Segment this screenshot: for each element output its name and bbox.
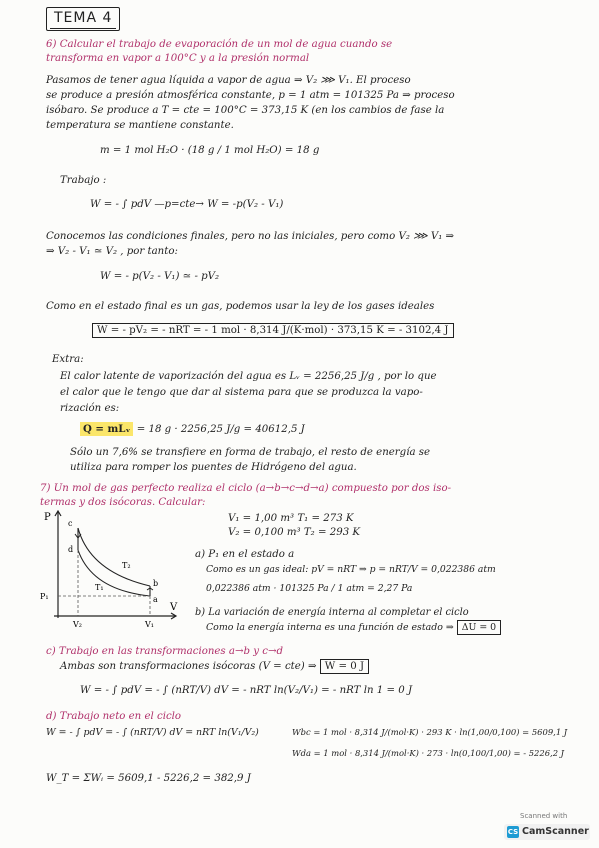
- work-equation: W = - ∫ pdV —p=cte→ W = -p(V₂ - V₁): [90, 199, 284, 210]
- ideal-gas-equation: Como es un gas ideal: pV = nRT ⇒ p = nRT/V = 0,022386 atm: [206, 564, 496, 575]
- work-approx-equation: W = - p(V₂ - V₁) ≃ - pV₂: [100, 271, 220, 282]
- highlighted-formula: Q = mLᵥ: [80, 422, 133, 436]
- question-b: b) La variación de energía interna al completar el ciclo: [195, 607, 469, 618]
- p-axis-label: P: [44, 512, 51, 523]
- question-d: d) Trabajo neto en el ciclo: [46, 711, 182, 722]
- camscanner-logo: [504, 824, 590, 840]
- text-line: temperatura se mantiene constante.: [46, 120, 234, 131]
- text-line: rización es:: [60, 403, 120, 414]
- p1-result: 0,022386 atm · 101325 Pa / 1 atm = 2,27 Pa: [206, 583, 413, 594]
- question-c: c) Trabajo en las transformaciones a→b y c→d: [46, 646, 284, 657]
- scanned-with-text: Scanned with: [520, 812, 568, 820]
- point-b-label: b: [153, 579, 159, 588]
- isochoric-work-equation: W = - ∫ pdV = - ∫ (nRT/V) dV = - nRT ln(V₂/V₁) = - nRT ln 1 = 0 J: [80, 685, 413, 696]
- work-result-box: W = - pV₂ = - nRT = - 1 mol · 8,314 J/(K·mol) · 373,15 K = - 3102,4 J: [92, 323, 454, 338]
- text-line: Como en el estado final es un gas, podemos usar la ley de los gases ideales: [46, 301, 435, 312]
- v-axis-label: V: [170, 602, 178, 613]
- v2-label: V₂: [73, 620, 82, 629]
- mass-equation: m = 1 mol H₂O · (18 g / 1 mol H₂O) = 18 g: [100, 145, 320, 156]
- camscanner-icon: CS: [507, 828, 519, 836]
- work-heading: Trabajo :: [60, 175, 107, 186]
- problem-6-statement: 6) Calcular el trabajo de evaporación de un mol de agua cuando se: [46, 39, 393, 50]
- question-a: a) P₁ en el estado a: [195, 549, 295, 560]
- t2-label: T₂: [122, 561, 131, 570]
- text-line: Conocemos las condiciones finales, pero no las iniciales, pero como V₂ ⋙ V₁ ⇒: [46, 231, 455, 242]
- extra-heading: Extra:: [52, 354, 84, 365]
- wbc-equation: Wbc = 1 mol · 8,314 J/(mol·K) · 293 K · ln(1,00/0,100) = 5609,1 J: [292, 727, 568, 737]
- problem-6-statement-cont: transforma en vapor a 100°C y a la presión normal: [46, 53, 310, 64]
- state-function-line: Como la energía interna es una función de estado ⇒ ΔU = 0: [206, 621, 501, 634]
- wda-equation: Wda = 1 mol · 8,314 J/(mol·K) · 273 · ln(0,100/1,00) = - 5226,2 J: [292, 748, 565, 758]
- total-work-equation: W_T = ΣWᵢ = 5609,1 - 5226,2 = 382,9 J: [46, 773, 251, 784]
- problem-7-statement-cont: termas y dos isócoras. Calcular:: [40, 497, 206, 508]
- text-line: Sólo un 7,6% se transfiere en forma de trabajo, el resto de energía se: [70, 447, 431, 458]
- data-line-2: V₂ = 0,100 m³ T₂ = 293 K: [228, 527, 361, 538]
- point-a-label: a: [153, 595, 158, 604]
- t1-label: T₁: [95, 583, 104, 592]
- isotherm-work-equation: W = - ∫ pdV = - ∫ (nRT/V) dV = nRT ln(V₁/V₂): [46, 727, 259, 738]
- p1-label: P₁: [40, 592, 49, 601]
- camscanner-watermark: [504, 812, 588, 842]
- heat-equation: Q = mLᵥ = 18 g · 2256,25 J/g = 40612,5 J: [80, 423, 305, 436]
- text-line: ⇒ V₂ - V₁ ≃ V₂ , por tanto:: [46, 246, 178, 257]
- text-line: el calor que le tengo que dar al sistema para que se produzca la vapo-: [60, 387, 423, 398]
- camscanner-name: CamScanner: [522, 826, 589, 837]
- text-line: Pasamos de tener agua líquida a vapor de agua ⇒ V₂ ⋙ V₁. El proceso: [46, 75, 411, 86]
- delta-u-result-box: ΔU = 0: [457, 620, 501, 635]
- pv-diagram: [40, 510, 180, 630]
- text-line: se produce a presión atmosférica constante, p = 1 atm = 101325 Pa ⇒ proceso: [46, 90, 455, 101]
- point-d-label: d: [68, 545, 74, 554]
- data-line-1: V₁ = 1,00 m³ T₁ = 273 K: [228, 513, 354, 524]
- v1-label: V₁: [145, 620, 154, 629]
- result-equation: [92, 324, 454, 337]
- text-line: isóbaro. Se produce a T = cte = 100°C = 373,15 K (en los cambios de fase la: [46, 105, 445, 116]
- page-title: TEMA 4: [50, 10, 116, 29]
- point-c-label: c: [68, 519, 73, 528]
- text-line: El calor latente de vaporización del agua es Lᵥ = 2256,25 J/g , por lo que: [60, 371, 437, 382]
- text-line: utiliza para romper los puentes de Hidrógeno del agua.: [70, 462, 357, 473]
- work-zero-box: W = 0 J: [320, 659, 369, 674]
- problem-7-statement: 7) Un mol de gas perfecto realiza el ciclo (a→b→c→d→a) compuesto por dos iso-: [40, 483, 452, 494]
- isochoric-line: Ambas son transformaciones isócoras (V = cte) ⇒ W = 0 J: [60, 660, 369, 673]
